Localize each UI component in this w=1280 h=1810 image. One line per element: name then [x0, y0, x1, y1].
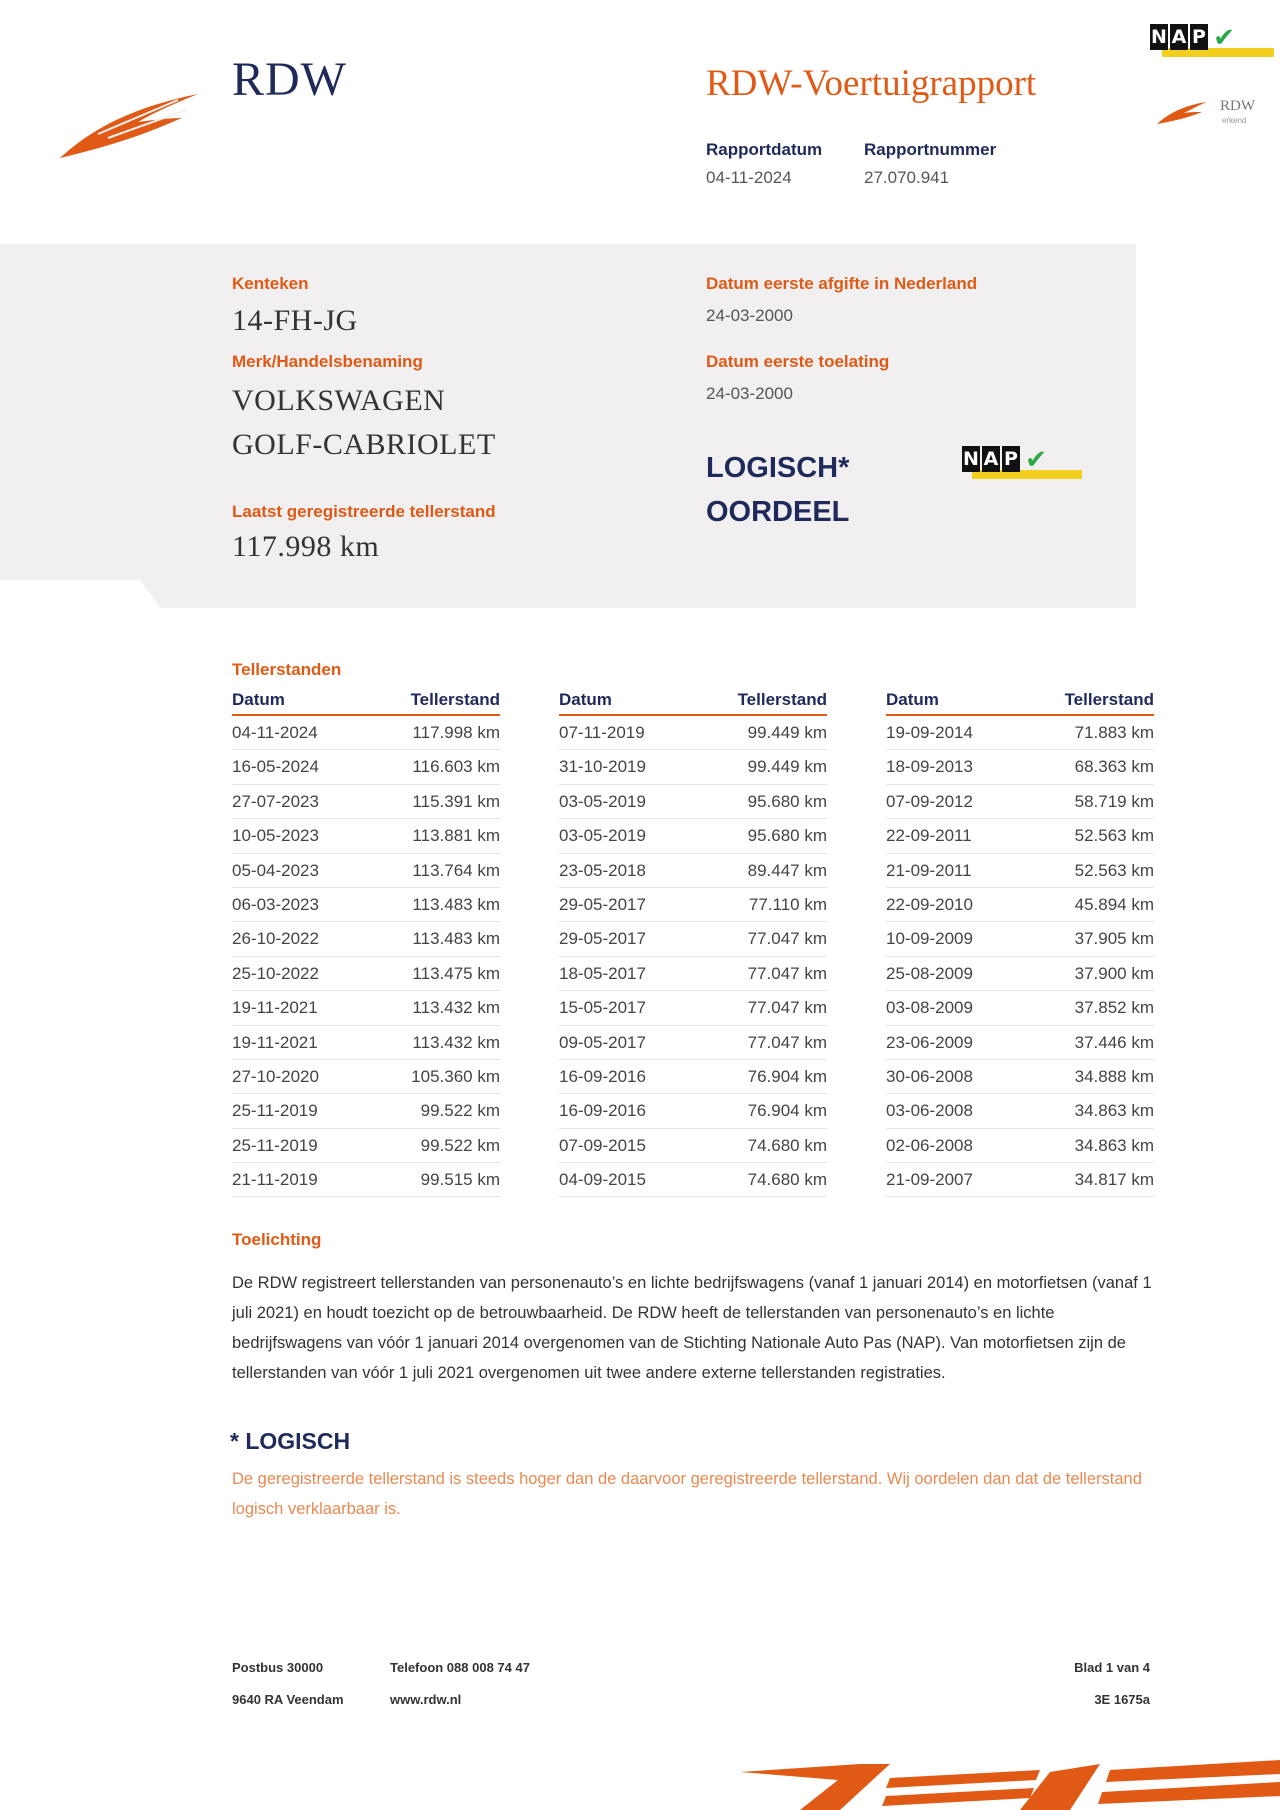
nap-letter: N [963, 448, 979, 470]
row-tellerstand: 113.432 km [412, 1032, 500, 1052]
row-tellerstand: 77.047 km [747, 1032, 827, 1052]
row-datum: 19-11-2021 [232, 998, 318, 1018]
panel-notch [0, 580, 160, 610]
tellerstanden-column-3 [886, 690, 1154, 1197]
row-tellerstand: 113.483 km [412, 929, 500, 949]
rapportnummer-label: Rapportnummer [864, 140, 997, 159]
column-header-tellerstand: Tellerstand [1064, 690, 1154, 709]
table-row [886, 888, 1154, 922]
model-value: GOLF-CABRIOLET [232, 428, 496, 461]
row-tellerstand: 113.475 km [412, 963, 500, 983]
row-datum: 27-10-2020 [232, 1066, 319, 1086]
footer-website: www.rdw.nl [390, 1692, 462, 1707]
report-title: RDW-Voertuigrapport [706, 63, 1037, 104]
logisch-body: De geregistreerde tellerstand is steeds hoger dan de daarvoor geregistreerde tellerstand. Wij oordelen dan dat de tellerstand logisch verklaarbaar is. [232, 1470, 1142, 1518]
tellerstanden-title: Tellerstanden [232, 660, 342, 679]
table-row [559, 1060, 827, 1094]
table-row [886, 1163, 1154, 1197]
row-tellerstand: 34.817 km [1074, 1170, 1154, 1190]
row-tellerstand: 113.432 km [412, 998, 500, 1018]
row-datum: 19-09-2014 [886, 723, 973, 742]
oordeel-verdict: LOGISCH* [706, 452, 850, 484]
row-tellerstand: 77.110 km [748, 894, 827, 914]
row-tellerstand: 34.863 km [1074, 1101, 1154, 1121]
table-header [886, 690, 1154, 716]
row-tellerstand: 52.563 km [1074, 826, 1154, 846]
table-row [232, 922, 500, 956]
table-row [559, 888, 827, 922]
table-row [886, 1026, 1154, 1060]
table-row [232, 750, 500, 784]
table-row [559, 957, 827, 991]
row-datum: 03-05-2019 [559, 791, 646, 811]
table-row [886, 1060, 1154, 1094]
row-tellerstand: 113.881 km [412, 826, 500, 846]
table-row [559, 1163, 827, 1197]
row-datum: 07-09-2012 [886, 791, 973, 811]
rapportdatum-value: 04-11-2024 [706, 168, 792, 187]
footer-telefoon: Telefoon 088 008 74 47 [390, 1660, 530, 1675]
row-datum: 06-03-2023 [232, 894, 319, 914]
row-tellerstand: 77.047 km [747, 963, 827, 983]
nap-badge-panel [962, 443, 1078, 479]
column-header-datum: Datum [886, 690, 939, 709]
table-row [559, 750, 827, 784]
table-header [232, 690, 500, 716]
nap-letter: P [1190, 24, 1208, 50]
row-tellerstand: 76.904 km [747, 1066, 827, 1086]
row-datum: 21-09-2007 [886, 1170, 973, 1190]
row-tellerstand: 37.446 km [1074, 1032, 1154, 1052]
table-row [559, 819, 827, 853]
checkmark-icon: ✔ [1025, 443, 1047, 474]
row-tellerstand: 99.449 km [747, 723, 827, 742]
row-datum: 05-04-2023 [232, 860, 319, 880]
table-row [886, 922, 1154, 956]
column-header-tellerstand: Tellerstand [410, 690, 500, 709]
row-tellerstand: 99.515 km [420, 1170, 500, 1190]
row-tellerstand: 37.905 km [1074, 929, 1154, 949]
row-tellerstand: 77.047 km [747, 998, 827, 1018]
table-row [232, 888, 500, 922]
table-row [886, 854, 1154, 888]
row-datum: 29-05-2017 [559, 894, 646, 914]
table-row [886, 819, 1154, 853]
row-datum: 21-11-2019 [232, 1170, 318, 1190]
row-datum: 04-11-2024 [232, 723, 318, 742]
row-tellerstand: 99.522 km [420, 1101, 500, 1121]
vehicle-panel [0, 244, 1136, 608]
row-tellerstand: 113.764 km [412, 860, 500, 880]
table-row [232, 819, 500, 853]
table-row [886, 1129, 1154, 1163]
kenteken-value: 14-FH-JG [232, 304, 358, 337]
table-row [232, 716, 500, 750]
nap-letter: N [1151, 26, 1167, 48]
tellerstanden-column-2 [559, 690, 827, 1197]
row-tellerstand: 113.483 km [412, 894, 500, 914]
row-tellerstand: 37.852 km [1074, 998, 1154, 1018]
row-tellerstand: 116.603 km [412, 757, 500, 777]
column-header-datum: Datum [232, 690, 285, 709]
row-tellerstand: 76.904 km [747, 1101, 827, 1121]
row-datum: 27-07-2023 [232, 791, 319, 811]
table-row [886, 957, 1154, 991]
row-datum: 25-11-2019 [232, 1135, 318, 1155]
table-row [232, 1026, 500, 1060]
table-row [886, 750, 1154, 784]
row-datum: 22-09-2010 [886, 894, 973, 914]
row-tellerstand: 115.391 km [412, 791, 500, 811]
row-tellerstand: 45.894 km [1074, 894, 1154, 914]
rdw-wordmark: RDW [232, 53, 347, 106]
afgifte-value: 24-03-2000 [706, 306, 793, 325]
row-datum: 16-09-2016 [559, 1066, 646, 1086]
footer-address: 9640 RA Veendam [232, 1692, 344, 1707]
rdw-erkend-brand: RDW [1220, 98, 1255, 114]
row-datum: 25-08-2009 [886, 963, 973, 983]
footer-code: 3E 1675a [1094, 1692, 1150, 1707]
toelichting-body: De RDW registreert tellerstanden van personenauto’s en lichte bedrijfswagens (vanaf 1 januari 2014) en motorfietsen (vanaf 1 juli 2021) en houdt toezicht op de betrouwbaarheid. De RDW heeft de tellerstanden van personenauto’s en lichte bedrijfswagens van vóór 1 januari 2014 overgenomen van de Stichting Nationale Auto Pas (NAP). Van motorfietsen zijn de tellerstanden van vóór 1 juli 2021 overgenomen uit twee andere externe tellerstanden registraties. [232, 1274, 1152, 1382]
row-datum: 10-05-2023 [232, 826, 319, 846]
table-header [559, 690, 827, 716]
row-tellerstand: 99.449 km [747, 757, 827, 777]
table-row [232, 1060, 500, 1094]
row-datum: 31-10-2019 [559, 757, 646, 777]
table-row [232, 991, 500, 1025]
row-datum: 29-05-2017 [559, 929, 646, 949]
tellerstand-value: 117.998 km [232, 530, 380, 563]
table-row [559, 922, 827, 956]
table-row [232, 1163, 500, 1197]
checkmark-icon: ✔ [1213, 21, 1235, 52]
row-tellerstand: 34.888 km [1074, 1066, 1154, 1086]
row-datum: 07-09-2015 [559, 1135, 646, 1155]
merk-label: Merk/Handelsbenaming [232, 352, 423, 371]
row-tellerstand: 117.998 km [412, 723, 500, 742]
logisch-title: * LOGISCH [230, 1428, 351, 1454]
row-datum: 03-08-2009 [886, 998, 973, 1018]
table-row [232, 854, 500, 888]
row-tellerstand: 105.360 km [411, 1066, 500, 1086]
rapportdatum-label: Rapportdatum [706, 140, 823, 159]
table-row [232, 1129, 500, 1163]
table-row [232, 1094, 500, 1128]
rdw-flame-logo [58, 82, 208, 162]
table-row [886, 1094, 1154, 1128]
merk-value: VOLKSWAGEN [232, 384, 446, 417]
row-tellerstand: 37.900 km [1074, 963, 1154, 983]
table-row [559, 785, 827, 819]
row-datum: 16-05-2024 [232, 757, 319, 777]
row-datum: 09-05-2017 [559, 1032, 646, 1052]
rdw-erkend-label: erkend [1222, 116, 1247, 125]
table-row [232, 785, 500, 819]
row-tellerstand: 52.563 km [1074, 860, 1154, 880]
row-datum: 21-09-2011 [886, 860, 972, 880]
toelating-label: Datum eerste toelating [706, 352, 890, 371]
row-datum: 23-06-2009 [886, 1032, 973, 1052]
row-datum: 04-09-2015 [559, 1170, 646, 1190]
row-tellerstand: 95.680 km [747, 826, 827, 846]
row-datum: 03-05-2019 [559, 826, 646, 846]
row-datum: 30-06-2008 [886, 1066, 973, 1086]
column-header-tellerstand: Tellerstand [737, 690, 827, 709]
table-row [559, 1129, 827, 1163]
row-datum: 02-06-2008 [886, 1135, 973, 1155]
footer-stripes-graphic [740, 1752, 1280, 1810]
row-tellerstand: 71.883 km [1074, 723, 1154, 742]
nap-letter: A [1171, 26, 1187, 48]
nap-letter: A [983, 448, 999, 470]
row-datum: 23-05-2018 [559, 860, 646, 880]
tellerstand-label: Laatst geregistreerde tellerstand [232, 502, 496, 521]
row-datum: 15-05-2017 [559, 998, 646, 1018]
table-row [232, 957, 500, 991]
footer-postbus: Postbus 30000 [232, 1660, 324, 1675]
row-tellerstand: 95.680 km [747, 791, 827, 811]
row-datum: 16-09-2016 [559, 1101, 646, 1121]
table-row [559, 716, 827, 750]
row-datum: 25-11-2019 [232, 1101, 318, 1121]
afgifte-label: Datum eerste afgifte in Nederland [706, 274, 978, 293]
row-datum: 18-05-2017 [559, 963, 646, 983]
row-tellerstand: 99.522 km [420, 1135, 500, 1155]
row-tellerstand: 77.047 km [747, 929, 827, 949]
table-row [559, 854, 827, 888]
toelating-value: 24-03-2000 [706, 384, 793, 403]
footer-page-number: Blad 1 van 4 [1074, 1660, 1150, 1675]
row-datum: 03-06-2008 [886, 1101, 973, 1121]
table-row [559, 1094, 827, 1128]
table-row [886, 991, 1154, 1025]
oordeel-label: OORDEEL [706, 496, 850, 528]
table-row [886, 716, 1154, 750]
nap-badge-header [1150, 21, 1268, 57]
row-tellerstand: 58.719 km [1074, 791, 1154, 811]
row-tellerstand: 89.447 km [747, 860, 827, 880]
row-datum: 07-11-2019 [559, 723, 645, 742]
row-tellerstand: 34.863 km [1074, 1135, 1154, 1155]
row-datum: 18-09-2013 [886, 757, 973, 777]
table-row [559, 1026, 827, 1060]
nap-letter: P [1002, 446, 1020, 472]
row-datum: 19-11-2021 [232, 1032, 318, 1052]
table-row [559, 991, 827, 1025]
toelichting-title: Toelichting [232, 1230, 322, 1249]
row-datum: 10-09-2009 [886, 929, 973, 949]
row-datum: 25-10-2022 [232, 963, 319, 983]
row-datum: 22-09-2011 [886, 826, 972, 846]
table-row [886, 785, 1154, 819]
row-tellerstand: 74.680 km [747, 1170, 827, 1190]
kenteken-label: Kenteken [232, 274, 309, 293]
row-tellerstand: 68.363 km [1074, 757, 1154, 777]
row-datum: 26-10-2022 [232, 929, 319, 949]
column-header-datum: Datum [559, 690, 612, 709]
rapportnummer-value: 27.070.941 [864, 168, 950, 187]
row-tellerstand: 74.680 km [747, 1135, 827, 1155]
rdw-erkend-flame-icon [1156, 98, 1208, 126]
tellerstanden-column-1 [232, 690, 500, 1197]
